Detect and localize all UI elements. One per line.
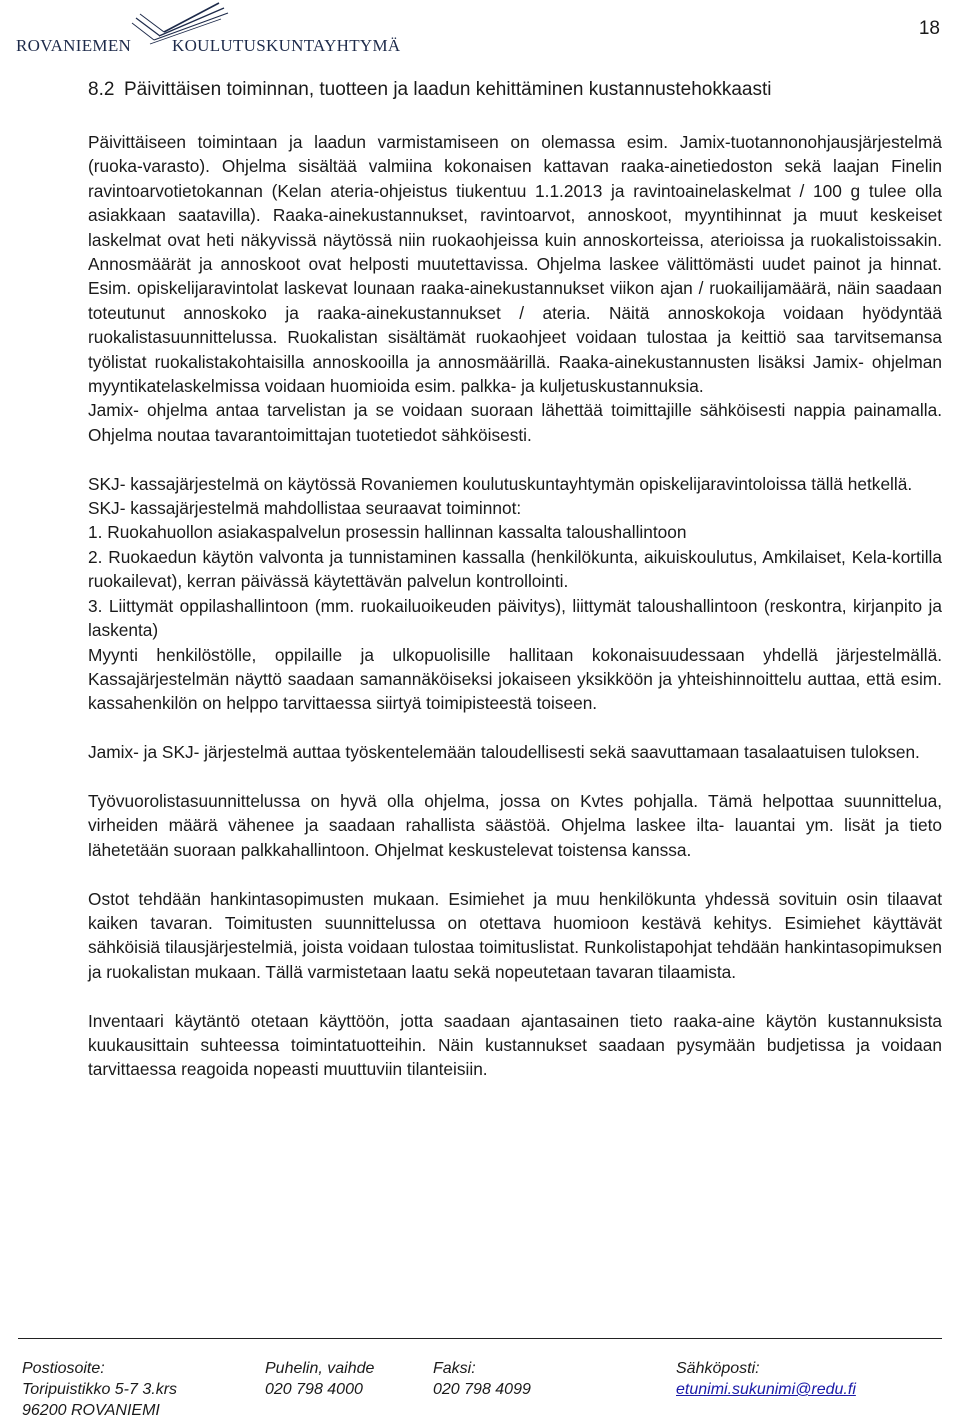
paragraph: Jamix- ja SKJ- järjestelmä auttaa työskentelemään taloudellisesti sekä saavuttamaan tasalaatuisen tuloksen. (88, 742, 920, 763)
footer-divider (18, 1338, 942, 1339)
paragraph: Myynti henkilöstölle, oppilaille ja ulkopuolisille hallitaan kokonaisuudessaan yhdellä järjestelmällä. Kassajärjestelmän näyttö saadaan samannäköiseksi jokaiseen yksikköön ja yhteishinnoittelu auttaa, että esim. kassahenkilön on helppo tarvittaessa siirtyä toimipisteestä toiseen. (88, 644, 942, 714)
organization-logo (14, 0, 401, 60)
paragraph: SKJ- kassajärjestelmä on käytössä Rovaniemen koulutuskuntayhtymän opiskelijaravintoloissa tällä hetkellä. (88, 473, 913, 494)
section-number: 8.2 (88, 79, 115, 100)
page-number: 18 (918, 18, 940, 39)
section-title: Päivittäisen toiminnan, tuotteen ja laadun kehittäminen kustannustehokkaasti (124, 79, 772, 100)
list-item: 3. Liittymät oppilashallintoon (mm. ruokailuoikeuden päivitys), liittymät taloushallintoon (reskontra, kirjanpito ja laskenta) (88, 595, 942, 641)
page-footer (0, 1338, 960, 1417)
street-address: Toripuistikko 5-7 3.krs (22, 1381, 178, 1398)
email-link[interactable]: etunimi.sukunimi@redu.fi (676, 1381, 856, 1398)
fax-label: Faksi: (433, 1360, 476, 1377)
list-item: 2. Ruokaedun käytön valvonta ja tunnistaminen kassalla (henkilökunta, aikuiskoulutus, Amkilaiset, Kela-kortilla ruokailevat), kerran päivässä käytettävän palvelun kontrollointi. (88, 546, 942, 592)
footer-address (22, 1358, 177, 1421)
paragraph: Jamix- ohjelma antaa tarvelistan ja se voidaan suoraan lähettää toimittajille sähköisesti nappia painamalla. Ohjelma noutaa tavarantoimittajan tuotetiedot sähköisesti. (88, 400, 942, 445)
postal-label: Postiosoite: (22, 1360, 105, 1377)
fax-number: 020 798 4099 (433, 1381, 531, 1398)
paragraph: SKJ- kassajärjestelmä mahdollistaa seuraavat toiminnot: (88, 498, 522, 519)
footer-fax (433, 1358, 531, 1400)
page-header (0, 0, 960, 70)
org-name-part2: KOULUTUSKUNTAYHTYMÄ (172, 36, 401, 55)
section-heading (88, 78, 771, 102)
email-label: Sähköposti: (676, 1360, 760, 1377)
paragraph: Inventaari käytäntö otetaan käyttöön, jotta saadaan ajantasainen tieto raaka-aine käytön kustannuksista kuukausittain suhteessa toimintatuotteihin. Näin kustannukset saadaan pysymään budjetissa ja voidaan tarvittaessa reagoida nopeasti muuttuviin tilanteisiin. (88, 1010, 942, 1080)
paragraph: Työvuorolistasuunnittelussa on hyvä olla ohjelma, jossa on Kvtes pohjalla. Tämä helpottaa suunnittelua, virheiden määrä vähenee ja saadaan rahallista säästöä. Ohjelma laskee ilta- lauantai ym. lisät ja tieto lähetetään suoraan palkkahallintoon. Ohjelmat keskustelevat toistensa kanssa. (88, 790, 942, 860)
document-body (88, 130, 942, 1082)
paragraph: Päivittäiseen toimintaan ja laadun varmistamiseen on olemassa esim. Jamix-tuotannonohjausjärjestelmä (ruoka-varasto). Ohjelma sisältää valmiina kokonaisen kattavan raaka-ainetiedoston sekä laajan Finelin ravintoarvotietokannan (Kelan ateria-ohjeistus tiukentuu 1.1.2013 ja ravintoainelaskelmat / 100 g tulee olla asiakkaan saatavilla). Raaka-ainekustannukset, ravintoarvot, annoskoot, myyntihinnat ja muut keskeiset laskelmat ovat heti näkyvissä näytössä niin ruokaohjeissa kuin annoskorteissa, aterioissa ja ruokalistoissakin. Annosmäärät ja annoskoot ovat helposti muutettavissa. Ohjelma laskee välittömästi uudet painot ja hinnat. Esim. opiskelijaravintolat laskevat lounaan raaka-ainekustannukset viikon ajan / ruokailijamäärä, näin saadaan toteutunut annoskoko ja raaka-ainekustannukset / ateria. Näitä annoskokoja voidaan hyödyntää ruokalistasuunnittelussa. Ruokalistan sisältämät ruokaohjeet voidaan tulostaa ja keittiö saa tarvitsemansa työlistat ruokalistakohtaisilla annoskooilla ja annosmäärillä. Raaka-ainekustannusten lisäksi Jamix- ohjelman myyntikatelaskelmissa voidaan huomioida esim. palkka- ja kuljetuskustannuksia. (88, 132, 942, 397)
city: 96200 ROVANIEMI (22, 1402, 160, 1419)
footer-phone (265, 1358, 374, 1400)
phone-label: Puhelin, vaihde (265, 1360, 375, 1377)
org-name-part1: ROVANIEMEN (16, 36, 132, 55)
phone-number: 020 798 4000 (265, 1381, 363, 1398)
list-item: 1. Ruokahuollon asiakaspalvelun prosessin hallinnan kassalta taloushallintoon (88, 522, 687, 543)
paragraph: Ostot tehdään hankintasopimusten mukaan. Esimiehet ja muu henkilökunta yhdessä sovituin osin tilaavat kaiken tavaran. Toimitusten suunnittelussa on otettava huomioon kestävä kehitys. Esimiehet käyttävät sähköisiä tilausjärjestelmiä, joista voidaan tulostaa toimituslistat. Runkolistapohjat tehdään hankintasopimuksen ja ruokalistan mukaan. Tällä varmistetaan laatu sekä nopeutetaan tavaran tilaamista. (88, 888, 942, 982)
footer-email (676, 1358, 856, 1400)
